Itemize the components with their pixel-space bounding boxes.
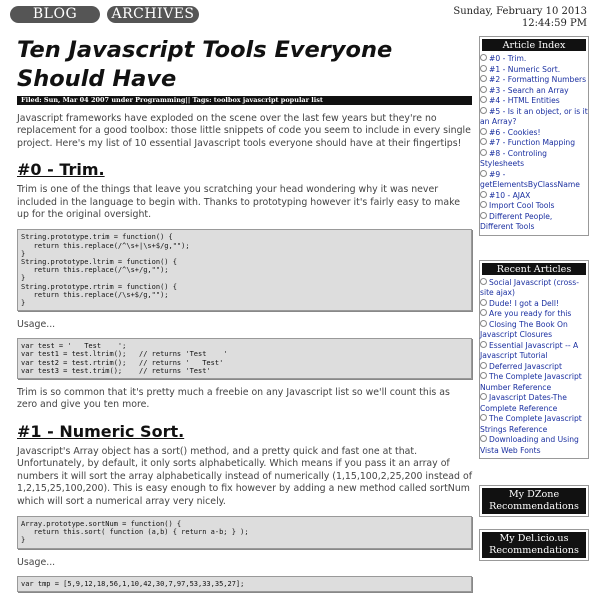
index-link-label[interactable]: #1 - Numeric Sort. bbox=[489, 64, 561, 74]
recent-article-link-label[interactable]: Are you ready for this bbox=[489, 309, 572, 318]
index-link[interactable] bbox=[480, 75, 588, 86]
numeric-sort-description: Javascript's Array object has a sort() method, and a pretty quick and fast one at that. Unfortunately, by default, it only sorts alphabetically. Which means if you pass it an array of numbers it will sort the array alphabetically instead of numerically (1,15,100,2,25,200 instead of 1,2,15,25,100,200). This is easy enough to fix however by adding a new method called sortNum which will sort a numerical array very nicely. bbox=[17, 445, 473, 507]
bullet-icon bbox=[480, 149, 487, 156]
bullet-icon bbox=[480, 320, 487, 327]
recent-article-link-label[interactable]: Closing The Book On Javascript Closures bbox=[480, 319, 568, 339]
index-link-label[interactable]: #0 - Trim. bbox=[489, 54, 527, 63]
recent-article-link[interactable] bbox=[480, 299, 588, 310]
bullet-icon bbox=[480, 75, 487, 82]
index-link-label[interactable]: #8 - Controling Stylesheets bbox=[480, 148, 547, 168]
recent-article-link-label[interactable]: Essential Javascript -- A Javascript Tutorial bbox=[480, 340, 579, 360]
index-link[interactable] bbox=[480, 96, 588, 107]
bullet-icon bbox=[480, 201, 487, 208]
date-time bbox=[453, 6, 587, 30]
bullet-icon bbox=[480, 138, 487, 145]
usage-label: Usage... bbox=[17, 319, 56, 331]
bullet-icon bbox=[480, 86, 487, 93]
recent-article-link[interactable] bbox=[480, 393, 588, 414]
bullet-icon bbox=[480, 170, 487, 177]
article bbox=[17, 36, 472, 592]
article-meta: Filed: Sun, Mar 04 2007 under Programming|| Tags: toolbox javascript popular list bbox=[17, 96, 472, 105]
code-block-sortnum: Array.prototype.sortNum = function() { return this.sort( function (a,b) { return a-b; } ); } bbox=[17, 516, 472, 549]
index-link[interactable] bbox=[480, 191, 588, 202]
article-index-box bbox=[479, 36, 589, 236]
index-link[interactable] bbox=[480, 65, 588, 76]
recent-article-link[interactable] bbox=[480, 414, 588, 435]
dzone-title: My DZone Recommendations bbox=[480, 486, 588, 516]
code-block-trim: String.prototype.trim = function() { return this.replace(/^\s+|\s+$/g,""); } String.prototype.ltrim = function() { return this.replace(/^\s+/g,""); } String.prototype.rtrim = function() { return this.replace(/\s+$/g,""); } bbox=[17, 229, 472, 311]
index-link[interactable] bbox=[480, 149, 588, 170]
index-link[interactable] bbox=[480, 201, 588, 212]
recent-article-link[interactable] bbox=[480, 320, 588, 341]
bullet-icon bbox=[480, 128, 487, 135]
sidebar bbox=[479, 36, 589, 567]
recent-article-link[interactable] bbox=[480, 435, 588, 456]
delicious-box bbox=[479, 529, 589, 561]
intro-paragraph: Javascript frameworks have exploded on the scene over the last few years but they're no replacement for a good toolbox: those little snippets of code you seem to include in every single project. Here's my list of 10 essential Javascript tools everyone should have at their fingertips! bbox=[17, 113, 471, 149]
index-link-label[interactable]: #3 - Search an Array bbox=[489, 85, 569, 95]
top-bar bbox=[0, 0, 600, 34]
recent-article-link-label[interactable]: Dude! I got a Dell! bbox=[489, 298, 559, 308]
index-link[interactable] bbox=[480, 170, 588, 191]
recent-article-link-label[interactable]: The Complete Javascript Strings Reference bbox=[480, 414, 582, 434]
time-text: 12:44:59 PM bbox=[521, 18, 587, 29]
nav-archives-link[interactable]: ARCHIVES bbox=[107, 6, 199, 23]
index-link-label[interactable]: #9 - getElementsByClassName bbox=[480, 169, 580, 189]
recent-article-link[interactable] bbox=[480, 372, 588, 393]
index-link-label[interactable]: #5 - Is it an object, or is it an Array? bbox=[480, 106, 588, 126]
recent-article-link-label[interactable]: Deferred Javascript bbox=[489, 361, 562, 371]
code-block-trim-usage: var test = ' Test '; var test1 = test.ltrim(); // returns 'Test ' var test2 = test.rtrim(); // returns ' Test' var test3 = test.trim(); // returns 'Test' bbox=[17, 338, 472, 379]
bullet-icon bbox=[480, 414, 487, 421]
recent-article-link[interactable] bbox=[480, 362, 588, 373]
bullet-icon bbox=[480, 435, 487, 442]
index-link-label[interactable]: Import Cool Tools bbox=[489, 201, 555, 210]
nav-blog-link[interactable]: BLOG bbox=[10, 6, 100, 23]
article-index-list bbox=[480, 53, 588, 235]
recent-article-link[interactable] bbox=[480, 278, 588, 299]
usage-label: Usage... bbox=[17, 556, 56, 568]
code-block-sortnum-usage: var tmp = [5,9,12,18,56,1,10,42,30,7,97,53,33,35,27]; bbox=[17, 576, 472, 592]
recent-article-link[interactable] bbox=[480, 309, 588, 320]
section-heading-trim: #0 - Trim. bbox=[17, 160, 105, 180]
recent-article-link-label[interactable]: Downloading and Using Vista Web Fonts bbox=[480, 435, 579, 455]
index-link-label[interactable]: #10 - AJAX bbox=[489, 190, 531, 200]
index-link[interactable] bbox=[480, 138, 588, 149]
bullet-icon bbox=[480, 191, 487, 198]
recent-article-link[interactable] bbox=[480, 341, 588, 362]
recent-article-link-label[interactable]: Social Javascript (cross-site ajax) bbox=[480, 277, 579, 297]
dzone-box bbox=[479, 485, 589, 517]
recent-articles-box bbox=[479, 260, 589, 460]
article-index-title: Article Index bbox=[480, 37, 588, 53]
trim-closing: Trim is so common that it's pretty much a freebie on any Javascript list so we'll count this as zero and give you ten more. bbox=[17, 387, 450, 411]
bullet-icon bbox=[480, 341, 487, 348]
index-link-label[interactable]: #4 - HTML Entities bbox=[489, 96, 560, 105]
bullet-icon bbox=[480, 96, 487, 103]
index-link[interactable] bbox=[480, 128, 588, 139]
bullet-icon bbox=[480, 309, 487, 316]
article-title: Ten Javascript Tools Everyone Should Have bbox=[17, 37, 393, 92]
bullet-icon bbox=[480, 65, 487, 72]
section-heading-numeric-sort: #1 - Numeric Sort. bbox=[17, 421, 185, 441]
bullet-icon bbox=[480, 393, 487, 400]
index-link-label[interactable]: #7 - Function Mapping bbox=[489, 138, 576, 147]
date-text: Sunday, February 10 2013 bbox=[453, 6, 587, 17]
bullet-icon bbox=[480, 212, 487, 219]
bullet-icon bbox=[480, 107, 487, 114]
index-link[interactable] bbox=[480, 54, 588, 65]
index-link[interactable] bbox=[480, 212, 588, 233]
index-link-label[interactable]: #2 - Formatting Numbers bbox=[489, 75, 587, 84]
bullet-icon bbox=[480, 278, 487, 285]
bullet-icon bbox=[480, 362, 487, 369]
recent-articles-list bbox=[480, 277, 588, 459]
bullet-icon bbox=[480, 54, 487, 61]
index-link[interactable] bbox=[480, 86, 588, 97]
recent-articles-title: Recent Articles bbox=[480, 261, 588, 277]
bullet-icon bbox=[480, 299, 487, 306]
index-link-label[interactable]: #6 - Cookies! bbox=[489, 127, 541, 137]
bullet-icon bbox=[480, 372, 487, 379]
index-link[interactable] bbox=[480, 107, 588, 128]
recent-article-link-label[interactable]: The Complete Javascript Number Reference bbox=[480, 372, 582, 392]
index-link-label[interactable]: Different People, Different Tools bbox=[480, 211, 553, 231]
recent-article-link-label[interactable]: Javascript Dates-The Complete Reference bbox=[480, 393, 567, 413]
delicious-title: My Del.icio.us Recommendations bbox=[480, 530, 588, 560]
trim-description: Trim is one of the things that leave you scratching your head wondering why it was never included in the language to begin with. Thanks to prototyping however it's fairly easy to make up for the original oversight. bbox=[17, 184, 460, 221]
